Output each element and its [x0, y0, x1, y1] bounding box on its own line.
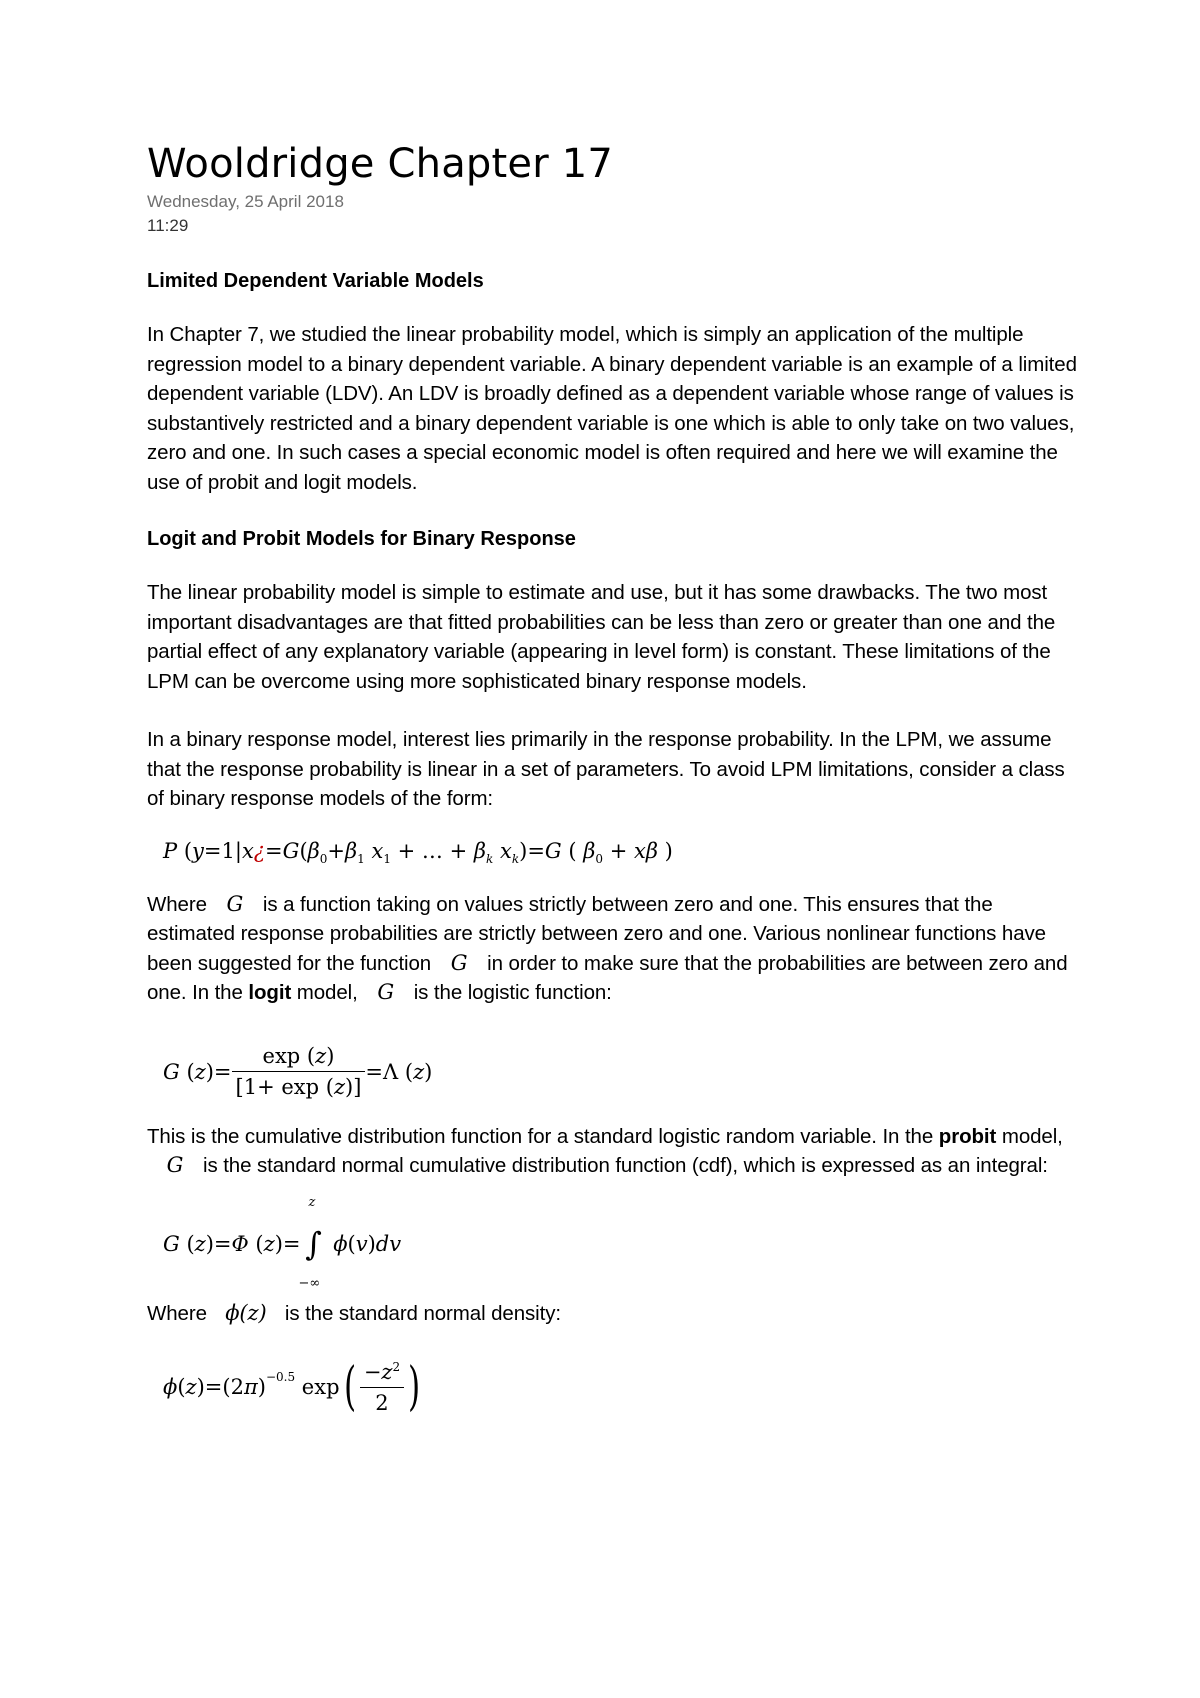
symbol-g: G: [166, 1153, 184, 1177]
page-time: 11:29: [147, 216, 189, 235]
symbol-g: G: [377, 980, 395, 1004]
equation-normal-density: ϕ ( z )=(2 π ) $^{-0.5}$ exp ( $\frac{-z^2}{2}$ ): [163, 1357, 421, 1417]
paragraph-logistic-cdf: This is the cumulative distribution function for a standard logistic random variable. In the probit model,G is the standard normal cumulative distribution function (cdf), which is expressed as an integral:: [147, 1122, 1077, 1181]
term-logit: logit: [248, 981, 292, 1004]
term-probit: probit: [938, 1124, 997, 1148]
page-title: Wooldridge Chapter 17: [147, 141, 614, 187]
fraction-density: $\frac{-z^2}{2}$: [360, 1360, 404, 1415]
paragraph-where-phi: Where ϕ(z) is the standard normal density:: [147, 1299, 1077, 1329]
document-page: [147, 138, 1077, 1432]
section-heading-ldv: Limited Dependent Variable Models: [147, 270, 484, 292]
paragraph-where-g: Where G is a function taking on values strictly between zero and one. This ensures that the estimated response probabilities are strictly between zero and one. Various nonlinear functions have been suggested for the function G in order to make sure that the probabilities are between zero and one. In the logit model, G is the logistic function:: [147, 890, 1077, 1008]
symbol-phi-z: ϕ(z): [225, 1300, 267, 1325]
paragraph-ldv-intro: In Chapter 7, we studied the linear probability model, which is simply an application of the multiple regression model to a binary dependent variable. A binary dependent variable is an example of a limited dependent variable (LDV). An LDV is broadly defined as a dependent variable whose range of values is substantively restricted and a binary dependent variable is one which is able to only take on two values, zero and one. In such cases a special economic model is often required and here we will examine the use of probit and logit models.: [147, 323, 1077, 494]
page-date: Wednesday, 25 April 2018: [147, 192, 344, 211]
fraction-logistic: $\frac{\exp (z)}{[1+ \exp (z)]}$: [232, 1044, 366, 1099]
symbol-g: G: [226, 891, 244, 916]
equation-logistic-function: G ( z )= $\frac{\exp (z)}{[1+ \exp (z)]}$ =Λ ( z ): [163, 1044, 433, 1099]
section-heading-logit-probit: Logit and Probit Models for Binary Response: [147, 528, 576, 550]
paragraph-binary-response: In a binary response model, interest lies primarily in the response probability. In the LPM, we assume that the response probability is linear in a set of parameters. To avoid LPM limitations, consider a class of binary response models of the form:: [147, 728, 1065, 810]
equation-probit-integral: G ( z )= Φ ( z )= z ∫ −∞ ϕ ( v ) dv: [163, 1194, 402, 1291]
symbol-g: G: [450, 950, 468, 975]
equation-response-probability: P ($y=1|x¿=G(\beta_0+\beta_1$ $x_1$ + … + $\beta_k$ $x_k)=G$ ( $\beta_0 + x\beta$ ): [163, 838, 673, 866]
integral-sign: z ∫ −∞: [298, 1194, 322, 1291]
paragraph-lpm-drawbacks: The linear probability model is simple to estimate and use, but it has some drawbacks. The two most important disadvantages are that fitted probabilities can be less than zero or greater than one and the partial effect of any explanatory variable (appearing in level form) is constant. These limitations of the LPM can be overcome using more sophisticated binary response models.: [147, 581, 1056, 693]
